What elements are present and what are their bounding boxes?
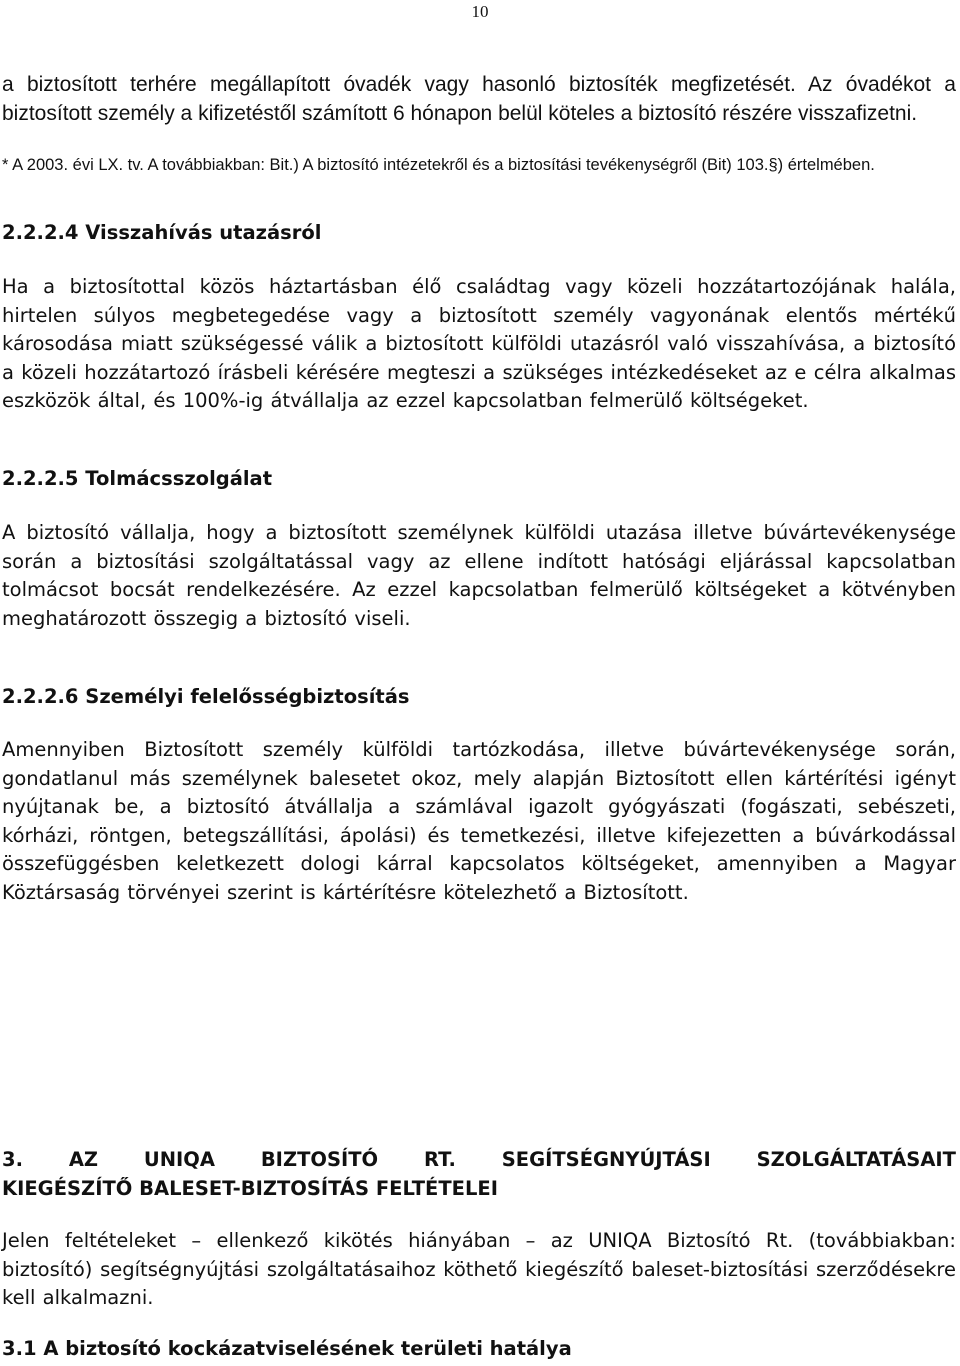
section-text-tolmacsszolgalat: A biztosító vállalja, hogy a biztosított személynek külföldi utazása illetve búvártevékenysége során a biztosítási szolgáltatással vagy az ellene indított hatósági eljárással kapcsolatban tolmácsot bocsát rendelkezésére. Az ezzel kapcsolatban felmerülő költségeket a kötvényben meghatározott összegig a biztosító viseli.: [2, 521, 956, 630]
section-heading-tolmacsszolgalat: 2.2.2.5 Tolmácsszolgálat: [2, 467, 273, 490]
chapter-3-title: [2, 1145, 956, 1203]
footnote: * A 2003. évi LX. tv. A továbbiakban: Bit.) A biztosító intézetekről és a biztosítási tevékenységről (Bit) 103.§) értelmében.: [2, 156, 875, 174]
section-text-visszahivas: Ha a biztosítottal közös háztartásban élő családtag vagy közeli hozzátartozójának halála, hirtelen súlyos megbetegedése vagy a biztosított személy vagyonának elentős mértékű károsodása miatt szükségessé válik a biztosított külföldi utazásról való visszahívása, a biztosító a közeli hozzátartozó írásbeli kérésére megteszi a szükséges intézkedéseket az e célra alkalmas eszközök által, és 100%-ig átvállalja az ezzel kapcsolatban felmerülő költségeket.: [2, 275, 956, 413]
section-text-szemelyi-felelosseg: Amennyiben Biztosított személy külföldi tartózkodása, illetve búvártevékenysége során, gondatlanul más személynek balesetet okoz, mely alapján Biztosított ellen kártérítési igényt nyújtanak be, a biztosító átvállalja a számlával igazolt gyógyászati (fogászati, sebészeti, kórházi, röntgen, betegszállítási, ápolási) és temetkezési, illetve kifejezetten a búvárkodással összefüggésben keletkezett dologi kárral kapcsolatos költségeket, amennyiben a Magyar Köztársaság törvényei szerint is kártérítésre kötelezhető a Biztosított.: [2, 738, 956, 904]
chapter-3-1-heading: 3.1 A biztosító kockázatviselésének területi hatálya: [2, 1337, 572, 1360]
chapter-3-intro-text: Jelen feltételeket – ellenkező kikötés hiányában – az UNIQA Biztosító Rt. (továbbiakban: biztosító) segítségnyújtási szolgáltatásaihoz köthető kiegészítő baleset-biztosítási szerződésekre kell alkalmazni.: [2, 1229, 956, 1310]
intro-paragraph: a biztosított terhére megállapított óvadék vagy hasonló biztosíték megfizetését. Az óvadékot a biztosított személy a kifizetéstől számított 6 hónapon belül köteles a biztosító részére visszafizetni.: [2, 73, 956, 125]
section-heading-szemelyi-felelosseg: 2.2.2.6 Személyi felelősségbiztosítás: [2, 685, 410, 708]
page-number: 10: [471, 2, 489, 21]
chapter-3-title-line-2: KIEGÉSZÍTŐ BALESET-BIZTOSÍTÁS FELTÉTELEI: [2, 1177, 498, 1200]
chapter-3-title-line-1: 3. AZ UNIQA BIZTOSÍTÓ RT. SEGÍTSÉGNYÚJTÁSI SZOLGÁLTATÁSAIT: [2, 1148, 956, 1171]
section-heading-visszahivas: 2.2.2.4 Visszahívás utazásról: [2, 221, 322, 244]
